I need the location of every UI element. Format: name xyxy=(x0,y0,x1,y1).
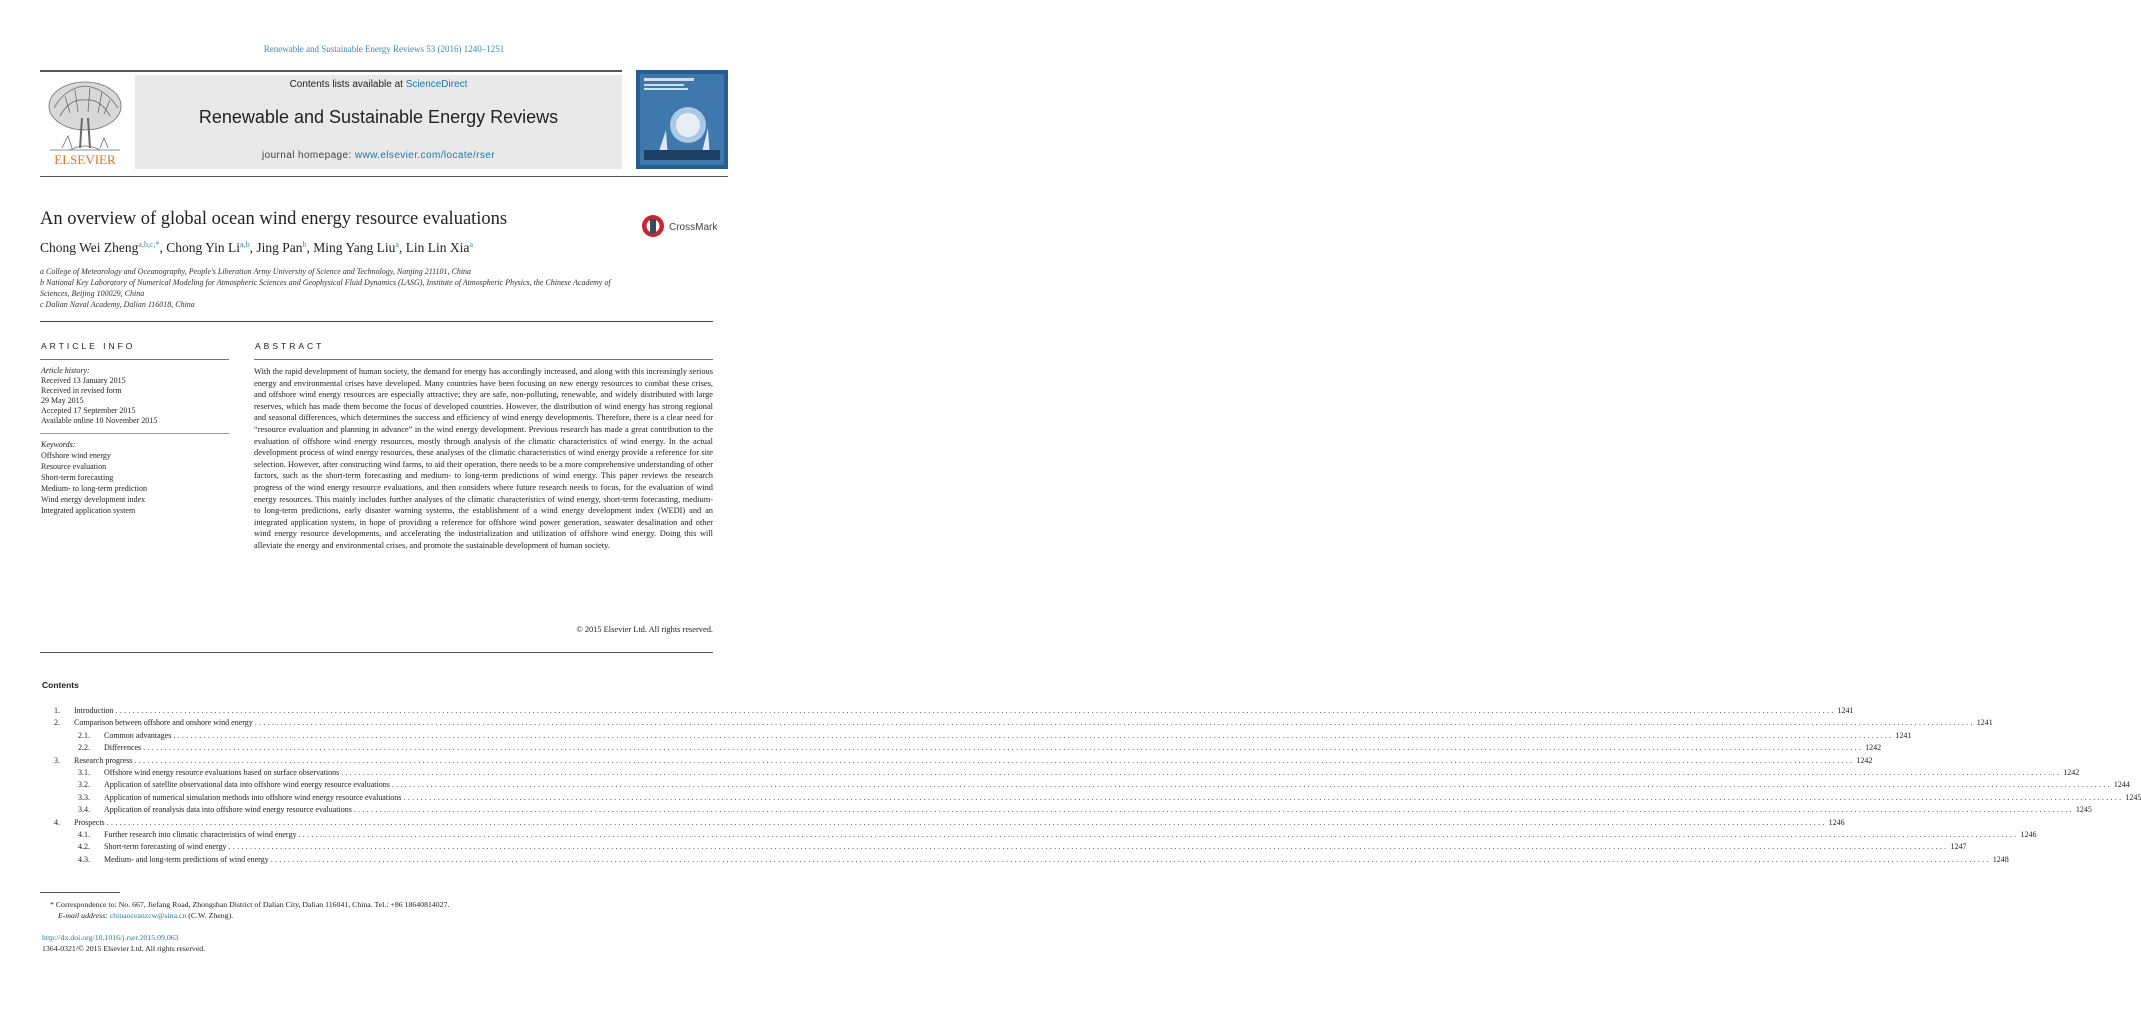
issn-line: 1364-0321/© 2015 Elsevier Ltd. All rights reserved. xyxy=(42,944,206,953)
toc-number: 1. xyxy=(54,706,60,715)
affiliation-b: b National Key Laboratory of Numerical Modeling for Atmospheric Sciences and Geophysical Fluid Dynamics (LASG), Institute of Atmospheric Physics, the Chinese Academy of Sciences, Beijing 100029, China xyxy=(40,278,611,298)
toc-leader-dots: ................................................................................................................................................................................................................................................................................................................................................................................................................ xyxy=(270,854,1991,864)
toc-title[interactable]: Introduction xyxy=(74,706,114,715)
article-title: An overview of global ocean wind energy resource evaluations xyxy=(40,209,508,229)
footnote-rule xyxy=(40,892,120,893)
affiliation-c: c Dalian Naval Academy, Dalian 116018, China xyxy=(40,300,195,309)
author-name[interactable]: Ming Yang Liu xyxy=(313,240,396,255)
toc-leader-dots: ................................................................................................................................................................................................................................................................................................................................................................................................................ xyxy=(115,706,1836,715)
history-item: Accepted 17 September 2015 xyxy=(41,406,136,415)
toc-title[interactable]: Application of reanalysis data into offshore wind energy resource evaluations xyxy=(104,805,352,815)
author-affiliation-mark[interactable]: a,b xyxy=(240,240,250,249)
crossmark-badge[interactable] xyxy=(641,213,731,239)
toc-number: 4.2. xyxy=(78,842,90,852)
journal-homepage-line xyxy=(135,150,622,161)
toc-title[interactable]: Comparison between offshore and onshore wind energy xyxy=(74,718,253,728)
toc-page-number[interactable]: 1244 xyxy=(2113,780,2130,790)
author-name[interactable]: Lin Lin Xia xyxy=(405,240,470,255)
keywords-label: Keywords: xyxy=(41,440,76,449)
abstract-heading: ABSTRACT xyxy=(255,341,325,351)
toc-leader-dots: ................................................................................................................................................................................................................................................................................................................................................................................................................ xyxy=(341,767,2062,777)
article-info-heading: ARTICLE INFO xyxy=(41,341,136,351)
journal-cover-image xyxy=(636,70,728,169)
article-info-rule xyxy=(40,359,229,360)
toc-entry[interactable] xyxy=(40,767,2080,780)
header-rule xyxy=(40,70,622,72)
contents-heading: Contents xyxy=(42,680,79,690)
keyword: Resource evaluation xyxy=(41,462,107,471)
keyword: Medium- to long-term prediction xyxy=(41,484,147,493)
toc-number: 2. xyxy=(54,718,60,728)
toc-page-number[interactable]: 1241 xyxy=(1837,706,1854,715)
author-affiliation-mark[interactable]: a xyxy=(395,240,399,249)
toc-title[interactable]: Differences xyxy=(104,743,142,753)
history-item: Received in revised form xyxy=(41,386,122,395)
abstract-text: With the rapid development of human society, the demand for energy has accordingly increased, and along with this increasingly serious energy and environmental crises have developed. Many countries have been focusing on new energy resources to combat these crises, and offshore wind energy resources are especially attractive; they are safe, non-polluting, renewable, and widely distributed with large reserves, which has made them become the focus of developed countries. However, the distribution of wind energy has strong regional and seasonal differences, which determines the success and efficiency of wind energy developments. Therefore, there is a clear need for “resource evaluation and planning in advance” in the wind energy development. Previous research has made a great contribution to the evaluation of offshore wind energy resources, mostly through analysis of the climatic characteristics of wind energy. In the actual development process of wind energy resources, these analyses of the climatic characteristics of wind energy provide a reference for site selection. However, after constructing wind farms, to aid their operation, there needs to be a more comprehensive understanding of other factors, such as the short-term forecasting and medium- to long-term predictions of wind energy. This paper reviews the research progress of the wind energy resource evaluations, and then considers where future research needs to focus, for the evaluation of wind energy resources. This mainly includes further analyses of the climatic characteristics of wind energy, short-term forecasting, medium- to long-term predictions, early disaster warning systems, the establishment of a wind energy development index (WEDI) and an integrated application system, in hope of providing a reference for offshore wind power generation, seawater desalination and other wind energy resource developments, and accelerating the industrialization and utilization of offshore wind energy. Doing this will alleviate the energy and environmental crises, and promote the sustainable development of human society. xyxy=(254,367,713,550)
toc-leader-dots: ................................................................................................................................................................................................................................................................................................................................................................................................................ xyxy=(143,743,1864,753)
author-name[interactable]: Chong Yin Li xyxy=(166,240,241,255)
toc-leader-dots: ................................................................................................................................................................................................................................................................................................................................................................................................................ xyxy=(134,755,1855,765)
toc-title[interactable]: Application of numerical simulation methods into offshore wind energy resource evaluations xyxy=(104,792,402,802)
toc-number: 4. xyxy=(54,817,60,827)
toc-leader-dots: ................................................................................................................................................................................................................................................................................................................................................................................................................ xyxy=(106,817,1827,827)
toc-entry[interactable] xyxy=(40,755,1873,768)
author-affiliation-mark[interactable]: a,b,c,* xyxy=(138,240,160,249)
email-line xyxy=(50,910,710,921)
article-history xyxy=(41,366,231,426)
toc-leader-dots: ................................................................................................................................................................................................................................................................................................................................................................................................................ xyxy=(228,842,1949,852)
toc-entry[interactable] xyxy=(40,817,1845,830)
toc-page-number[interactable]: 1242 xyxy=(1856,755,1873,765)
toc-page-number[interactable]: 1245 xyxy=(2075,805,2092,815)
toc-number: 3. xyxy=(54,755,60,765)
crossmark-label: CrossMark xyxy=(669,222,718,233)
abstract-rule xyxy=(254,359,713,360)
history-item: Received 13 January 2015 xyxy=(41,376,126,385)
author-affiliation-mark[interactable]: a xyxy=(469,240,473,249)
history-label: Article history: xyxy=(41,366,90,375)
journal-reference[interactable]: Renewable and Sustainable Energy Reviews 53 (2016) 1240–1251 xyxy=(263,44,505,54)
contents-available-line xyxy=(135,79,622,90)
toc-entry[interactable] xyxy=(40,792,2141,805)
toc-page-number[interactable]: 1241 xyxy=(1895,730,1912,740)
history-item: Available online 10 November 2015 xyxy=(41,416,158,425)
contents-prefix: Contents lists available at xyxy=(289,79,406,90)
affiliation-a: a College of Meteorology and Oceanography, People's Liberation Army University of Science and Technology, Nanjing 211101, China xyxy=(40,267,472,276)
toc-title[interactable]: Further research into climatic characteristics of wind energy xyxy=(104,829,297,839)
keywords xyxy=(41,439,231,516)
toc-page-number[interactable]: 1246 xyxy=(2020,829,2037,839)
toc-number: 3.2. xyxy=(78,780,90,790)
toc-title[interactable]: Research progress xyxy=(74,755,133,765)
email-label: E-mail address: xyxy=(58,911,110,920)
toc-number: 2.2. xyxy=(78,743,90,753)
toc-leader-dots: ................................................................................................................................................................................................................................................................................................................................................................................................................ xyxy=(391,780,2112,790)
toc-number: 3.4. xyxy=(78,805,90,815)
elsevier-tree-icon xyxy=(40,78,130,168)
toc-page-number[interactable]: 1247 xyxy=(1950,842,1967,852)
table-of-contents xyxy=(40,706,2141,867)
toc-title[interactable]: Application of satellite observational data into offshore wind energy resource evaluations xyxy=(104,780,390,790)
affiliations xyxy=(40,266,630,310)
journal-title: Renewable and Sustainable Energy Reviews xyxy=(198,107,559,127)
toc-number: 3.1. xyxy=(78,767,90,777)
toc-entry[interactable] xyxy=(40,854,2009,867)
toc-page-number[interactable]: 1246 xyxy=(1828,817,1845,827)
doi-link[interactable]: http://dx.doi.org/10.1016/j.rser.2015.09.063 xyxy=(42,933,179,942)
author-name[interactable]: Jing Pan xyxy=(256,240,303,255)
toc-page-number[interactable]: 1248 xyxy=(1992,854,2009,864)
homepage-link[interactable]: www.elsevier.com/locate/rser xyxy=(354,150,495,161)
footnote xyxy=(50,899,710,921)
keyword: Short-term forecasting xyxy=(41,473,114,482)
toc-entry[interactable] xyxy=(40,780,2130,792)
elsevier-wordmark: ELSEVIER xyxy=(54,152,116,167)
toc-number: 4.3. xyxy=(78,854,90,864)
toc-entry[interactable] xyxy=(40,829,2037,842)
toc-entry[interactable] xyxy=(40,706,1854,718)
toc-title[interactable]: Common advantages xyxy=(104,730,172,740)
doi-block xyxy=(42,932,205,954)
toc-leader-dots: ................................................................................................................................................................................................................................................................................................................................................................................................................ xyxy=(298,829,2019,839)
toc-number: 3.3. xyxy=(78,792,90,802)
elsevier-logo xyxy=(40,78,130,168)
homepage-prefix: journal homepage: xyxy=(262,150,355,161)
keywords-rule xyxy=(40,433,229,434)
email-link[interactable]: chinaoceanzcw@sina.cn xyxy=(109,911,187,920)
toc-entry[interactable] xyxy=(40,730,1912,743)
header-bottom-rule xyxy=(40,176,728,177)
email-suffix: (C.W. Zheng). xyxy=(186,911,234,920)
toc-entry[interactable] xyxy=(40,743,1882,755)
toc-page-number[interactable]: 1245 xyxy=(2125,792,2141,802)
toc-page-number[interactable]: 1242 xyxy=(2063,767,2080,777)
toc-entry[interactable] xyxy=(40,805,2092,817)
sciencedirect-link[interactable]: ScienceDirect xyxy=(405,79,468,90)
keyword: Integrated application system xyxy=(41,506,136,515)
toc-title[interactable]: Short-term forecasting of wind energy xyxy=(104,842,227,852)
toc-number: 4.1. xyxy=(78,829,90,839)
author-name[interactable]: Chong Wei Zheng xyxy=(40,240,139,255)
toc-page-number[interactable]: 1242 xyxy=(1865,743,1882,753)
keyword: Offshore wind energy xyxy=(41,451,111,460)
affiliations-rule xyxy=(40,321,713,322)
toc-leader-dots: ................................................................................................................................................................................................................................................................................................................................................................................................................ xyxy=(173,730,1894,740)
toc-entry[interactable] xyxy=(40,842,1967,854)
author-affiliation-mark[interactable]: b xyxy=(302,240,307,249)
history-item: 29 May 2015 xyxy=(41,396,84,405)
toc-leader-dots: ................................................................................................................................................................................................................................................................................................................................................................................................................ xyxy=(254,718,1975,728)
toc-leader-dots: ................................................................................................................................................................................................................................................................................................................................................................................................................ xyxy=(403,792,2124,802)
toc-leader-dots: ................................................................................................................................................................................................................................................................................................................................................................................................................ xyxy=(353,805,2074,815)
correspondence-note: * Correspondence to: No. 667, Jiefang Road, Zhongshan District of Dalian City, Dalian 116041, China. Tel.: +86 18640814027. xyxy=(50,900,450,909)
toc-title[interactable]: Prospects xyxy=(74,817,105,827)
keyword: Wind energy development index xyxy=(41,495,146,504)
toc-entry[interactable] xyxy=(40,718,1993,730)
author-list: Chong Wei Zheng$^{a,b,c,*}$, Chong Yin Li$^{a,b}$, Jing Pan$^b$, Ming Yang Liu$^a$, Lin Lin Xia$^a$ xyxy=(40,240,473,255)
toc-page-number[interactable]: 1241 xyxy=(1976,718,1993,728)
toc-number: 2.1. xyxy=(78,730,90,740)
abstract-copyright: © 2015 Elsevier Ltd. All rights reserved. xyxy=(576,625,713,634)
toc-title[interactable]: Medium- and long-term predictions of wind energy xyxy=(104,854,269,864)
abstract-bottom-rule xyxy=(40,652,713,653)
toc-title[interactable]: Offshore wind energy resource evaluations based on surface observations xyxy=(104,767,340,777)
